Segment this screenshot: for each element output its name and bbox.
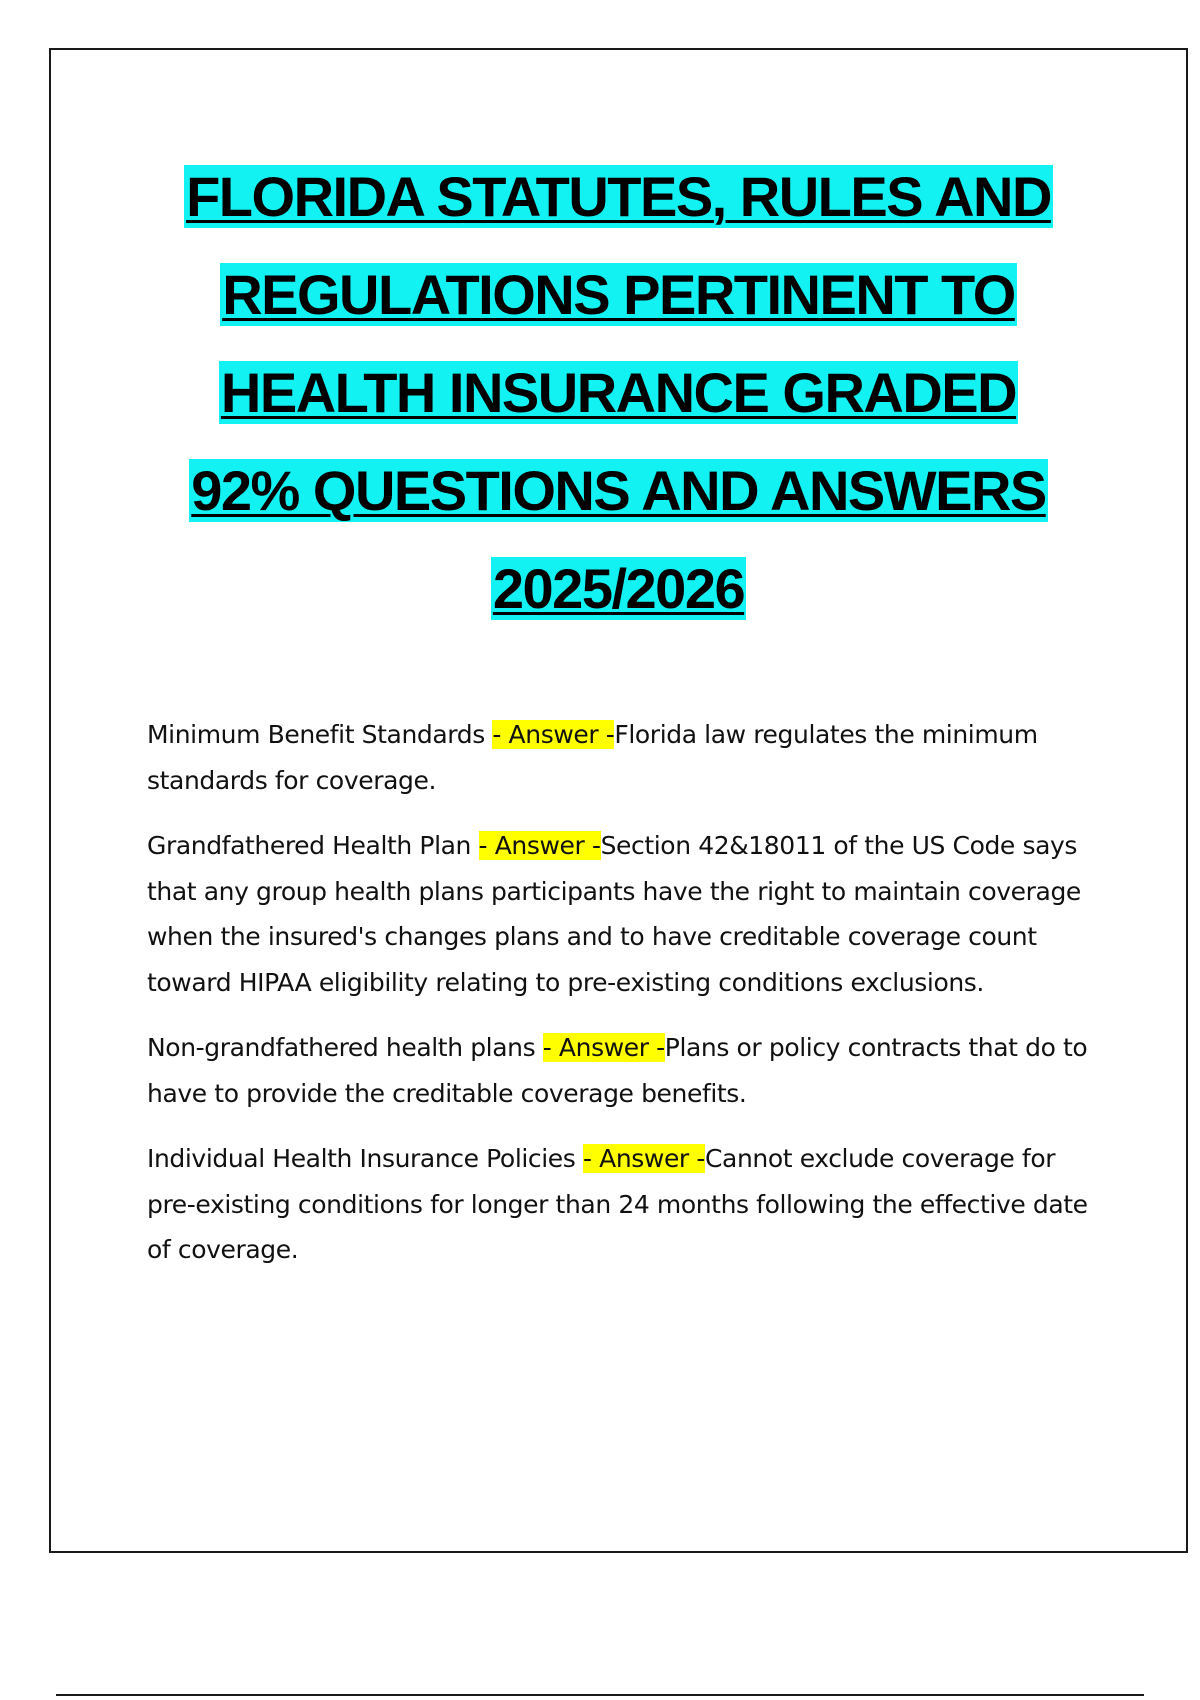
document-page [49, 48, 1188, 1553]
title-line: 92% QUESTIONS AND ANSWERS [191, 459, 1046, 522]
title-line: 2025/2026 [492, 557, 745, 620]
document-title [51, 148, 1186, 638]
qa-term: Non-grandfathered health plans [147, 1033, 543, 1062]
qa-answer: Cannot exclude coverage for pre-existing conditions for longer than 24 months following the effective date of coverage. [147, 1144, 1088, 1264]
qa-answer: Florida law regulates the minimum standards for coverage. [147, 720, 1038, 795]
qa-list [147, 712, 1107, 1293]
qa-item-individual-health-insurance-policies [147, 1136, 1107, 1273]
title-line: FLORIDA STATUTES, RULES AND [186, 165, 1051, 228]
qa-term: Individual Health Insurance Policies [147, 1144, 583, 1173]
title-line: HEALTH INSURANCE GRADED [220, 361, 1017, 424]
qa-item-minimum-benefit-standards [147, 712, 1107, 803]
qa-term: Grandfathered Health Plan [147, 831, 479, 860]
qa-answer: Plans or policy contracts that do to have to provide the creditable coverage benefits. [147, 1033, 1088, 1108]
answer-marker: - Answer - [542, 1033, 665, 1062]
qa-term: Minimum Benefit Standards [147, 720, 493, 749]
bottom-divider [56, 1694, 1144, 1696]
answer-marker: - Answer - [492, 720, 615, 749]
qa-answer: Section 42&18011 of the US Code says that any group health plans participants have the right to maintain coverage when the insured's changes plans and to have creditable coverage count toward HIPAA eligibility relating to pre-existing conditions exclusions. [147, 831, 1081, 997]
answer-marker: - Answer - [582, 1144, 705, 1173]
answer-marker: - Answer - [478, 831, 601, 860]
qa-item-non-grandfathered-health-plans [147, 1025, 1107, 1116]
qa-item-grandfathered-health-plan [147, 823, 1107, 1005]
title-line: REGULATIONS PERTINENT TO [222, 263, 1015, 326]
